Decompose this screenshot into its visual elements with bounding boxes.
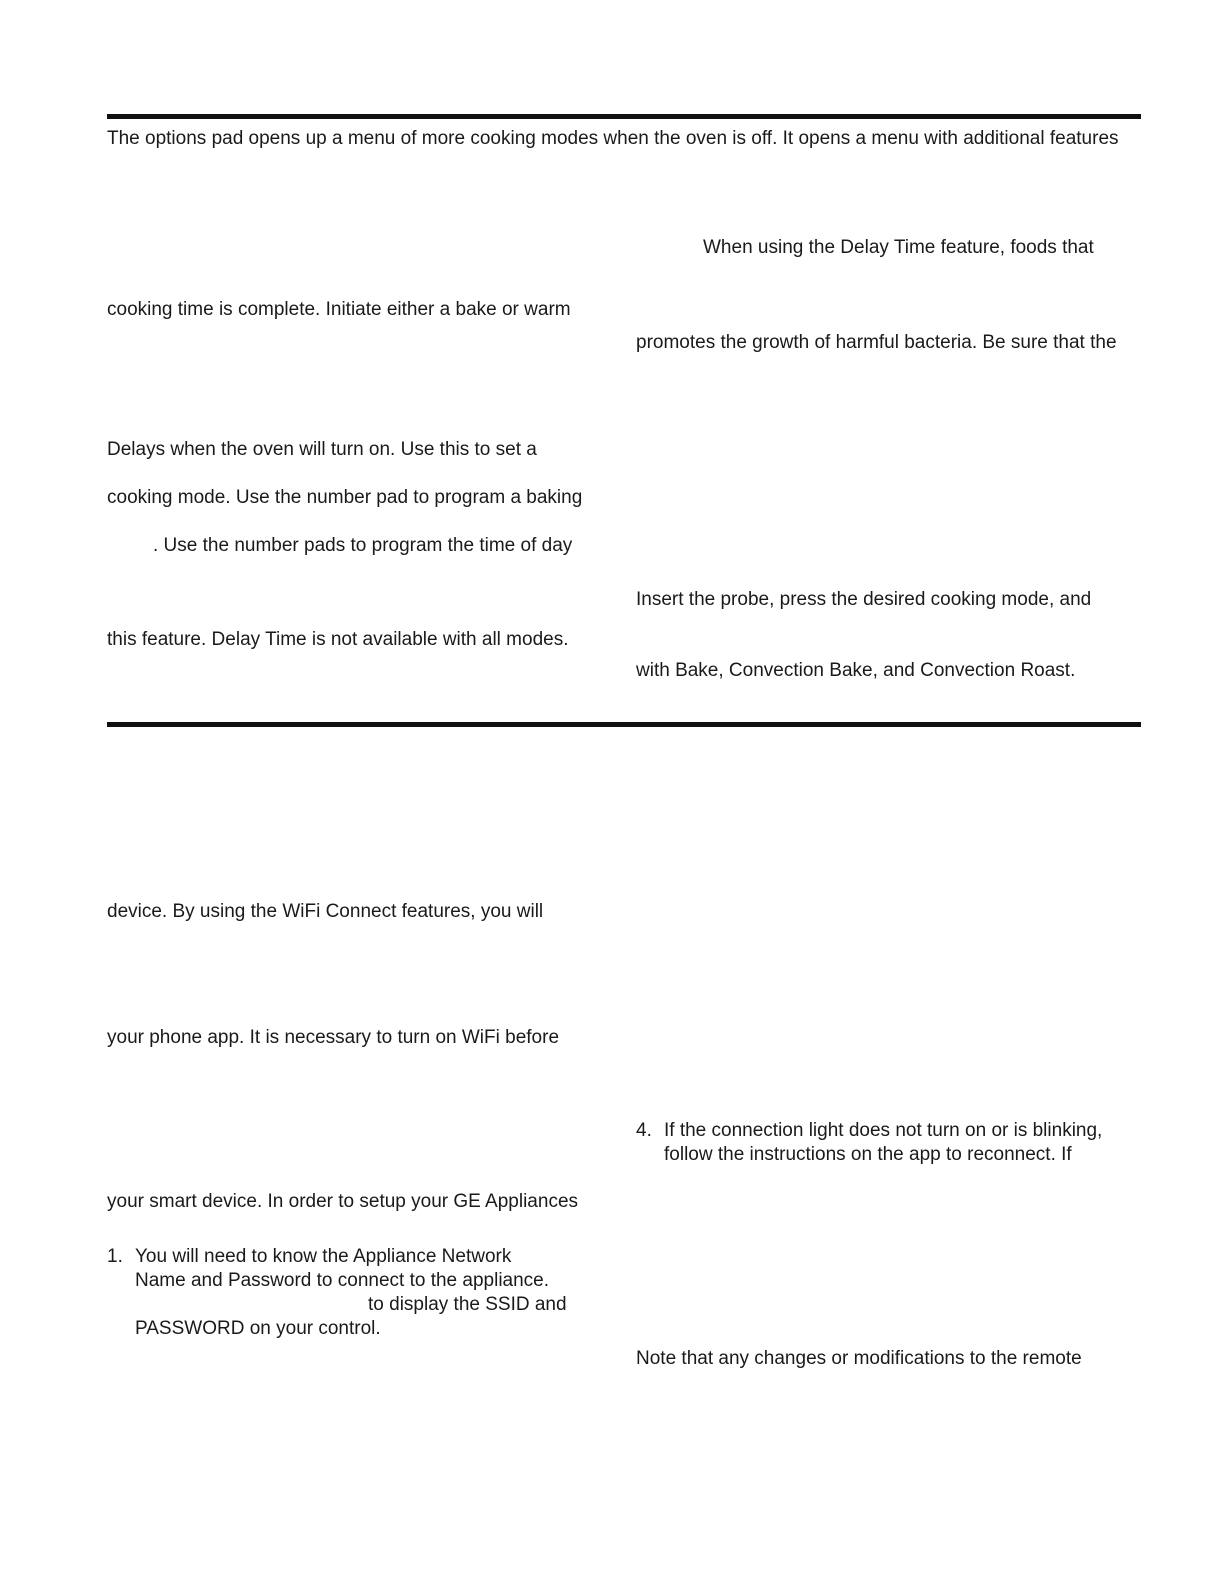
delay-time-line-2: cooking mode. Use the number pad to program a baking	[107, 487, 583, 508]
step-line: If the connection light does not turn on or is blinking,	[664, 1120, 1103, 1141]
delay-time-warning-line-1: When using the Delay Time feature, foods that	[703, 237, 1094, 258]
modifications-note: Note that any changes or modifications to the remote	[636, 1348, 1082, 1369]
step-number: 4.	[636, 1120, 652, 1141]
step-line: PASSWORD on your control.	[135, 1318, 381, 1339]
step-line: You will need to know the Appliance Network	[135, 1246, 512, 1267]
section-divider-top	[107, 114, 1141, 119]
delay-time-line-4: this feature. Delay Time is not available with all modes.	[107, 629, 569, 650]
step-line: follow the instructions on the app to reconnect. If	[664, 1144, 1072, 1165]
delay-time-line-1: Delays when the oven will turn on. Use this to set a	[107, 439, 537, 460]
delay-time-line-3: . Use the number pads to program the time of day	[153, 535, 573, 556]
step-number: 1.	[107, 1246, 123, 1267]
cook-time-text: cooking time is complete. Initiate either a bake or warm	[107, 299, 571, 320]
step-line: Name and Password to connect to the appliance.	[135, 1270, 550, 1291]
delay-time-warning-line-2: promotes the growth of harmful bacteria. Be sure that the	[636, 332, 1117, 353]
wifi-connect-line-2: your phone app. It is necessary to turn on WiFi before	[107, 1027, 560, 1048]
probe-instructions-line-1: Insert the probe, press the desired cooking mode, and	[636, 589, 1092, 610]
section-divider-middle	[107, 722, 1141, 727]
step-line: to display the SSID and	[368, 1294, 567, 1315]
options-intro-text: The options pad opens up a menu of more cooking modes when the oven is off. It opens a menu with additional features	[107, 128, 1119, 149]
setup-step-1	[107, 1245, 607, 1345]
wifi-connect-line-1: device. By using the WiFi Connect features, you will	[107, 901, 544, 922]
probe-instructions-line-2: with Bake, Convection Bake, and Convection Roast.	[636, 660, 1076, 681]
wifi-connect-line-3: your smart device. In order to setup your GE Appliances	[107, 1191, 579, 1212]
setup-step-4	[636, 1119, 1141, 1169]
